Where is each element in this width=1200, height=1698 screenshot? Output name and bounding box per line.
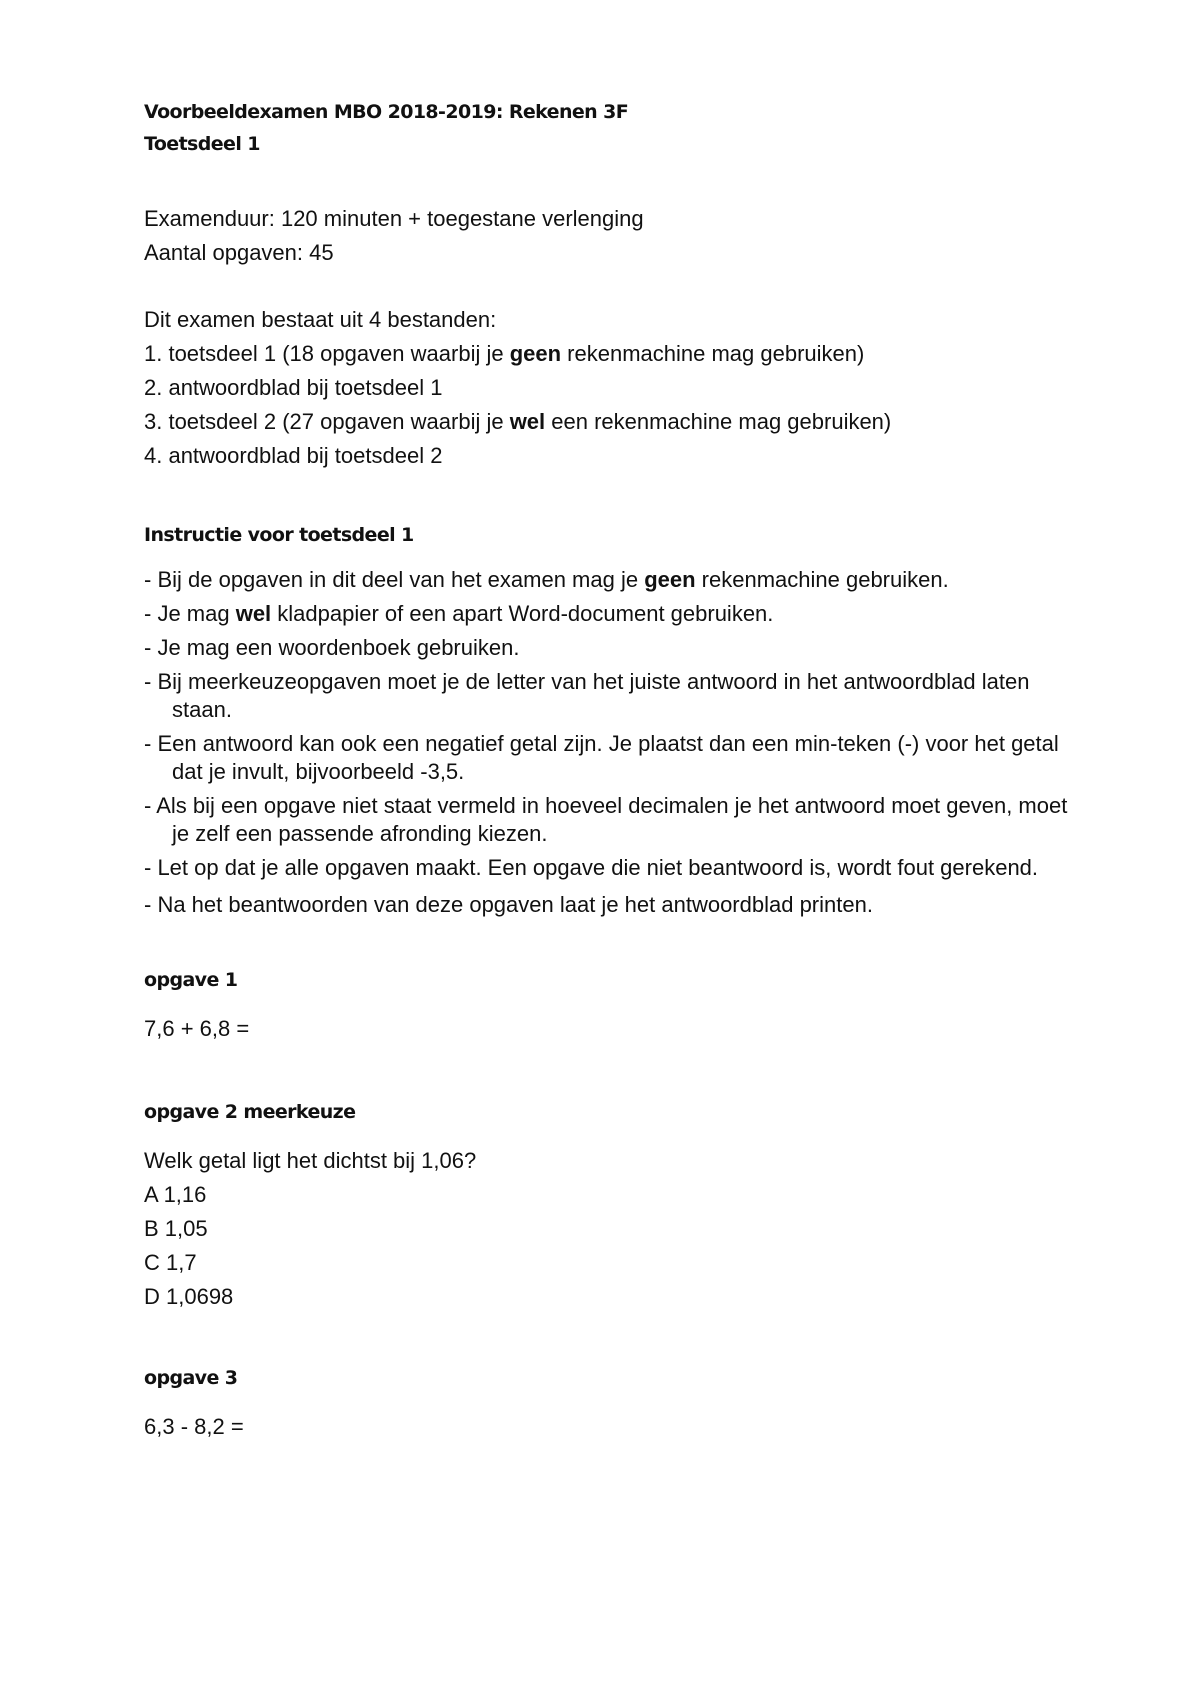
file-item-3: 3. toetsdeel 2 (27 opgaven waarbij je wel een rekenmachine mag gebruiken) (144, 409, 892, 434)
file-item-2: 2. antwoordblad bij toetsdeel 1 (144, 375, 443, 400)
question-2-option-a: A 1,16 (144, 1182, 207, 1207)
question-3-text: 6,3 - 8,2 = (144, 1414, 244, 1439)
question-2-heading: opgave 2 meerkeuze (144, 1101, 356, 1123)
instruction-8: - Na het beantwoorden van deze opgaven laat je het antwoordblad printen. (144, 892, 873, 917)
file-item-1: 1. toetsdeel 1 (18 opgaven waarbij je geen rekenmachine mag gebruiken) (144, 341, 865, 366)
file-item-4: 4. antwoordblad bij toetsdeel 2 (144, 443, 443, 468)
instructions-heading: Instructie voor toetsdeel 1 (144, 524, 414, 546)
exam-subtitle: Toetsdeel 1 (144, 133, 260, 155)
exam-page (144, 96, 1084, 1444)
instruction-4: - Bij meerkeuzeopgaven moet je de letter van het juiste antwoord in het antwoordblad laten staan. (144, 669, 1030, 722)
question-1-text: 7,6 + 6,8 = (144, 1016, 250, 1041)
question-2-text: Welk getal ligt het dichtst bij 1,06? (144, 1148, 477, 1173)
instruction-2: - Je mag wel kladpapier of een apart Word-document gebruiken. (144, 601, 774, 626)
question-2-option-d: D 1,0698 (144, 1284, 234, 1309)
instruction-5: - Een antwoord kan ook een negatief getal zijn. Je plaatst dan een min-teken (-) voor het getal dat je invult, bijvoorbeeld -3,5. (144, 731, 1059, 784)
instruction-1: - Bij de opgaven in dit deel van het examen mag je geen rekenmachine gebruiken. (144, 567, 949, 592)
files-intro: Dit examen bestaat uit 4 bestanden: (144, 307, 497, 332)
question-3-heading: opgave 3 (144, 1367, 238, 1389)
instruction-3: - Je mag een woordenboek gebruiken. (144, 635, 520, 660)
question-1-heading: opgave 1 (144, 969, 238, 991)
exam-duration: Examenduur: 120 minuten + toegestane verlenging (144, 206, 644, 231)
question-count: Aantal opgaven: 45 (144, 240, 334, 265)
question-2-option-c: C 1,7 (144, 1250, 197, 1275)
question-2-option-b: B 1,05 (144, 1216, 208, 1241)
exam-title: Voorbeeldexamen MBO 2018-2019: Rekenen 3F (144, 101, 629, 123)
instruction-7: - Let op dat je alle opgaven maakt. Een opgave die niet beantwoord is, wordt fout gerekend. (144, 855, 1039, 880)
instruction-6: - Als bij een opgave niet staat vermeld in hoeveel decimalen je het antwoord moet geven, moet je zelf een passende afronding kiezen. (144, 793, 1068, 846)
